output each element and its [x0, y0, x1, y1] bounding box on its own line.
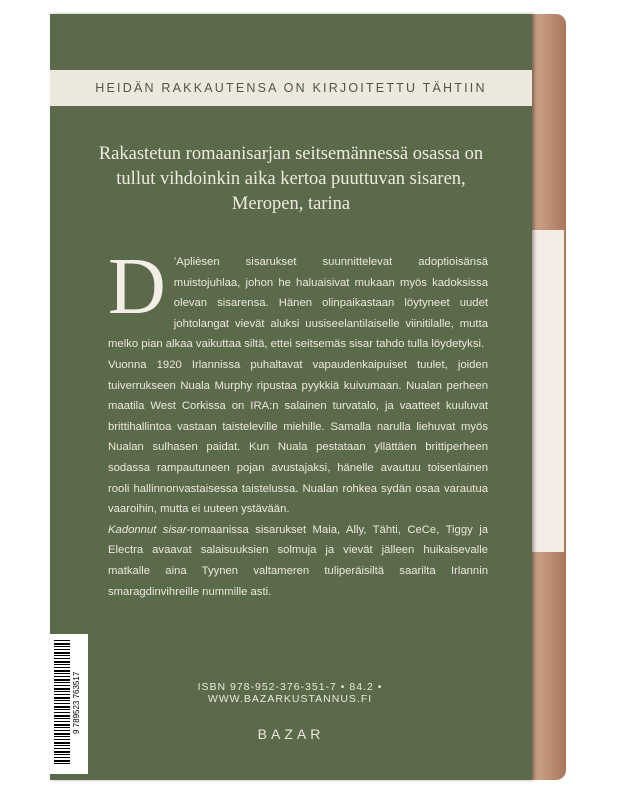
lead-blurb: Rakastetun romaanisarjan seitsemännessä osassa on tullut vihdoinkin aika kertoa puuttuvan sisaren, Meropen, tarina — [98, 144, 484, 214]
tagline-banner — [50, 70, 532, 106]
synopsis-paragraph-3 — [108, 520, 488, 602]
drop-cap: D — [108, 243, 166, 331]
back-cover — [50, 14, 532, 780]
barcode — [50, 634, 88, 774]
paragraph-3-text: -romaanissa sisarukset Maia, Ally, Tähti, CeCe, Tiggy ja Electra avaavat salaisuuksien solmuja ja vievät jälleen huikaisevalle matkalle aina Tyynen valtameren tuliperäisiltä saarilta Irlannin smaragdinvihreille nummille asti. — [108, 523, 488, 598]
spine-label-band — [530, 230, 564, 552]
book-title-italic: Kadonnut sisar — [108, 523, 187, 536]
isbn-line: ISBN 978-952-376-351-7 • 84.2 • WWW.BAZARKUSTANNUS.FI — [197, 681, 383, 705]
synopsis — [108, 243, 488, 602]
paragraph-1-text: ’Aplièsen sisarukset suunnittelevat adoptioisänsä muistojuhlaa, johon he haluaisivat mukaan myös kadoksissa olevan sisarensa. Hänen olinpaikastaan löytyneet uudet johtolangat vievät aluksi uusiseelantilaiselle viinitilalle, mutta melko pian alkaa vaikuttaa siltä, ettei seitsemäs sisar tahdo tulla löydetyksi. — [108, 256, 488, 351]
barcode-bars — [54, 640, 70, 766]
synopsis-paragraph-1 — [108, 243, 488, 355]
barcode-digits: 9 789523 763517 — [72, 671, 81, 735]
tagline-text: HEIDÄN RAKKAUTENSA ON KIRJOITETTU TÄHTIIN — [95, 81, 487, 95]
synopsis-paragraph-2: Vuonna 1920 Irlannissa puhaltavat vapaudenkaipuiset tuulet, joiden tuiverrukseen Nuala Murphy ripustaa pyykkiä kuivumaan. Nualan perheen maatila West Corkissa on IRA:n salainen turvatalo, ja vaatteet kuuluvat brittihallintoa vastaan taisteleville miehille. Samalla narulla liehuvat myös Nualan sulhasen paidat. Kun Nuala pestataan yllättäen brittiperheen sodassa rampautuneen pojan avustajaksi, hänelle avautuu toisenlainen rooli hallinnonvastaisessa taistelussa. Nualan rohkea sydän osaa varautua vaaroihin, mutta ei uuteen ystävään. — [108, 358, 488, 516]
publisher-logo: BAZAR — [257, 726, 325, 742]
